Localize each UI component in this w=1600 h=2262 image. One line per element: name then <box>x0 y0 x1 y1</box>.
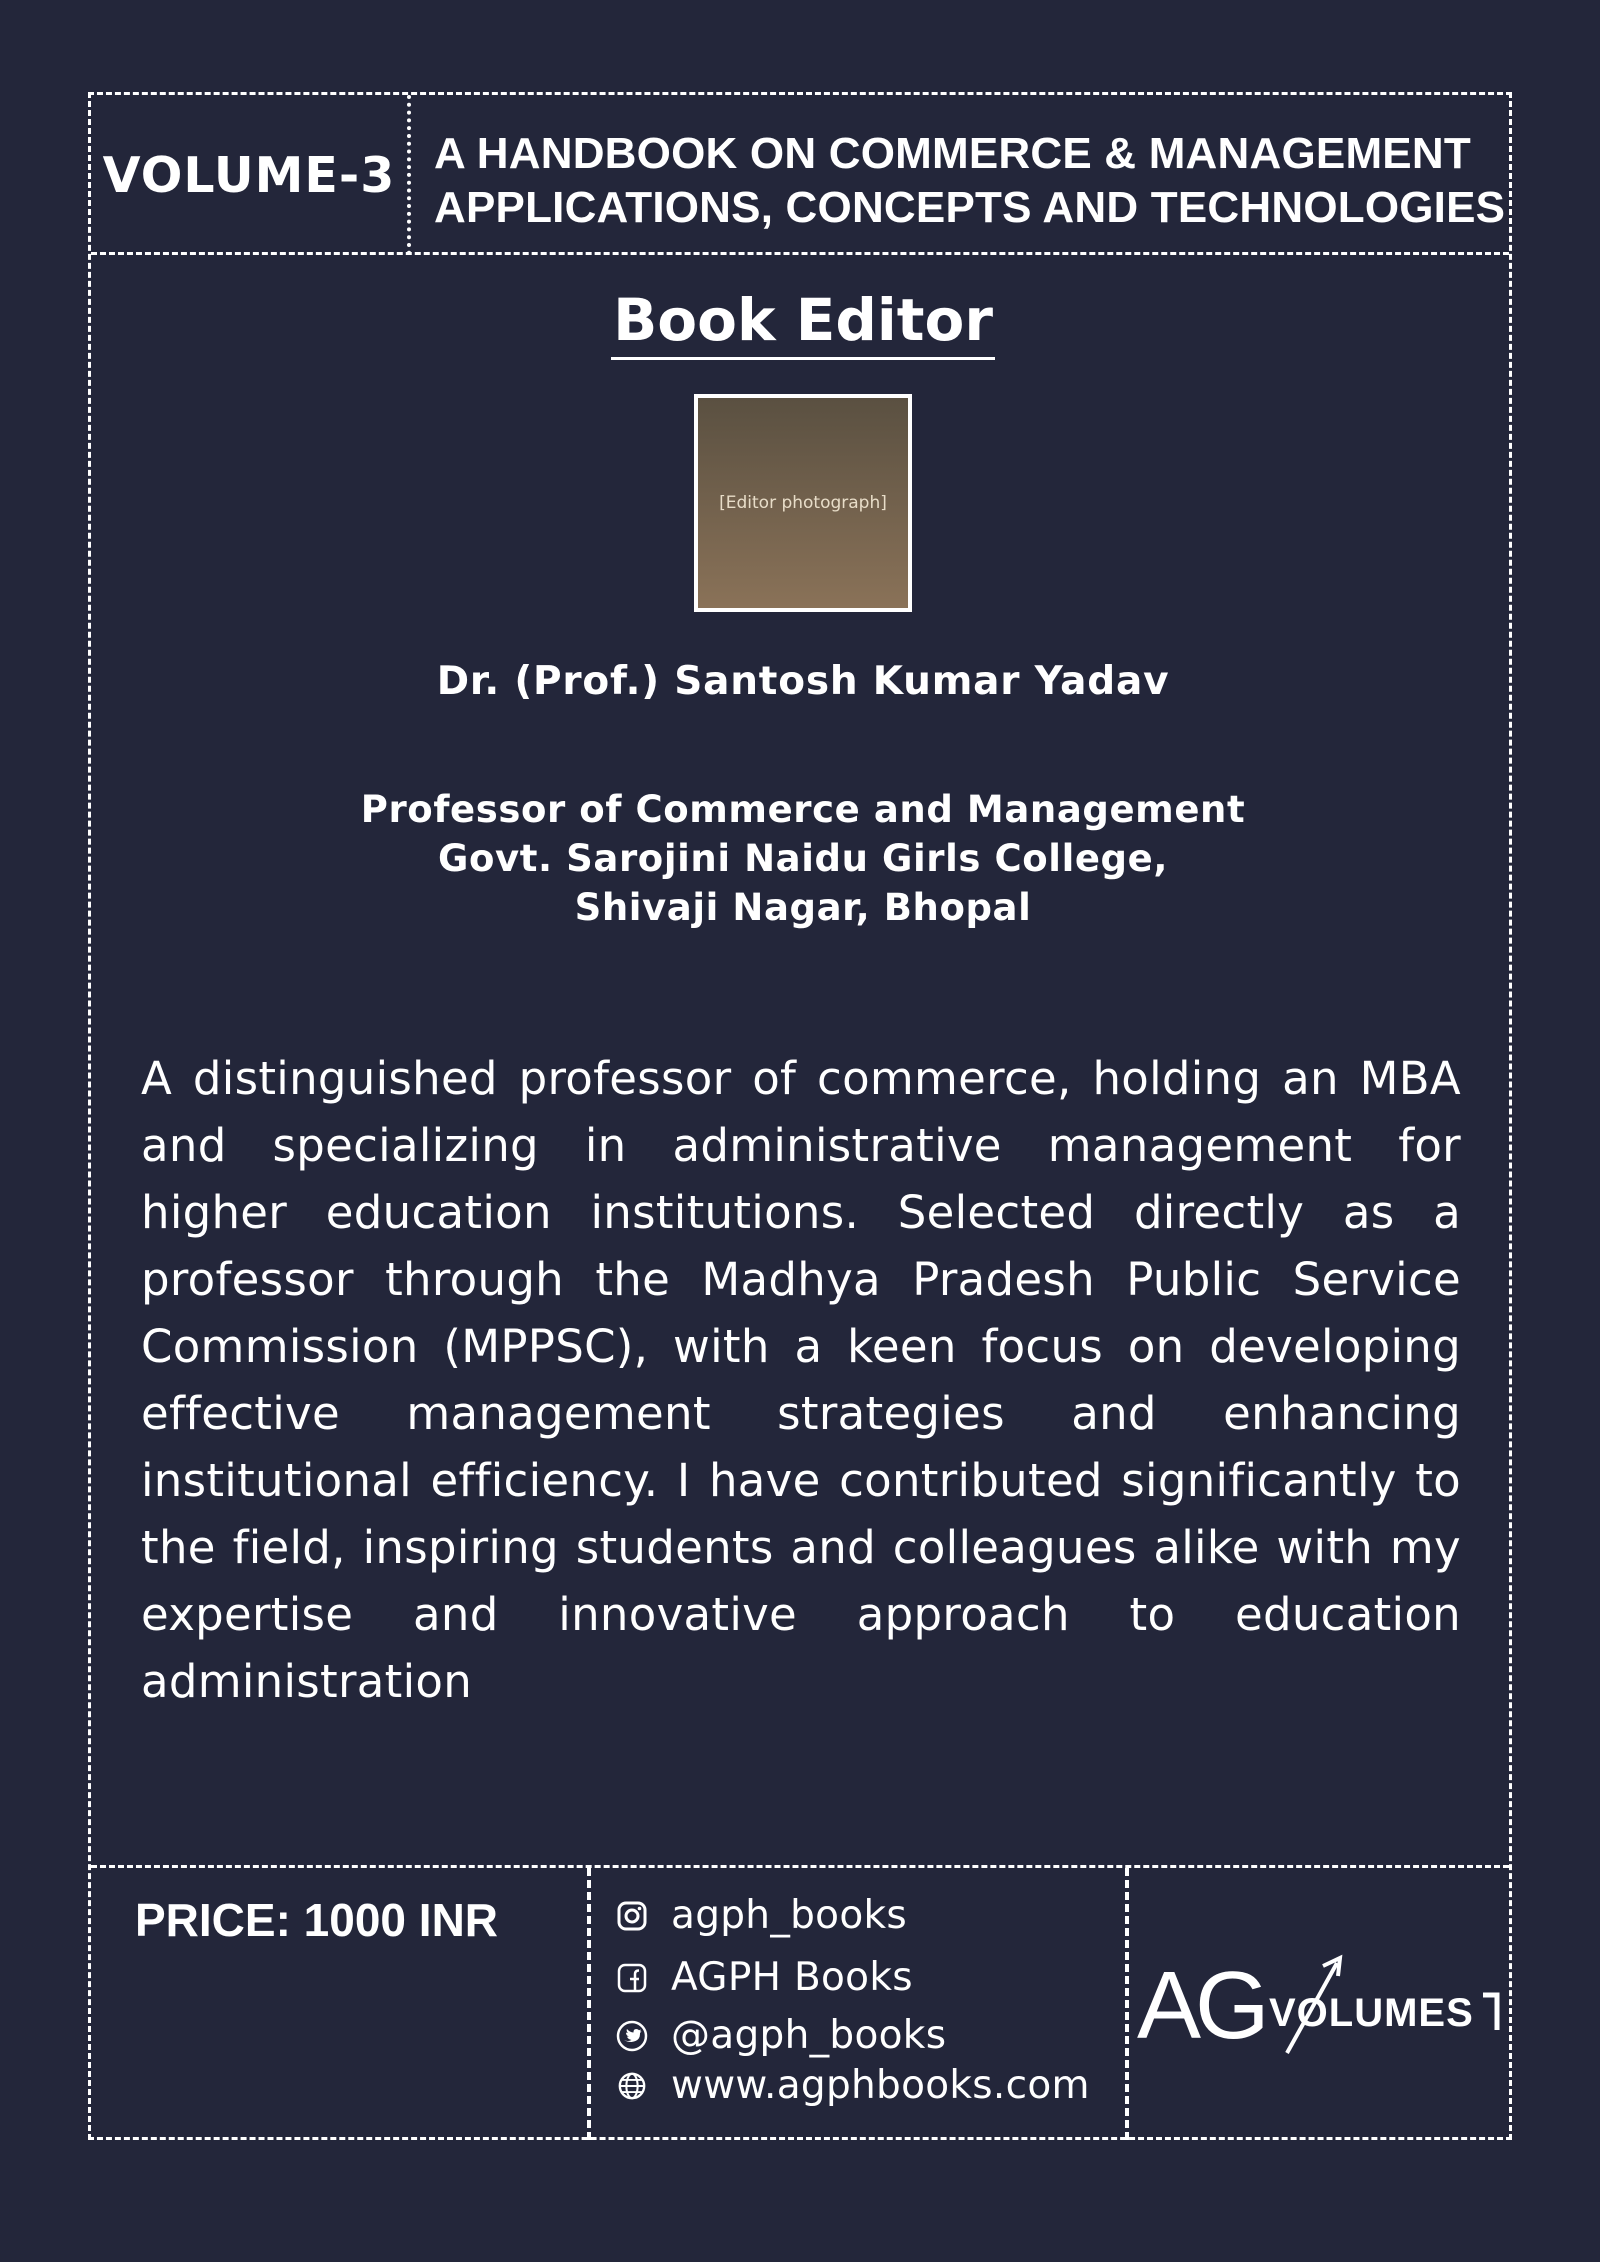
agph-volumes-logo <box>1129 1868 1515 2140</box>
section-heading <box>91 285 1515 360</box>
website-url: www.agphbooks.com <box>671 2063 1090 2108</box>
social-links <box>591 1868 1129 2140</box>
editor-bio: A distinguished professor of commerce, holding an MBA and specializing in administrative management for higher education institutions. Selected directly as a professor through the Madhya Pradesh Public Service Commission (MPPSC), with a keen focus on developing effective management strategies and enhancing institutional efficiency. I have contributed significantly to the field, inspiring students and colleagues alike with my expertise and innovative approach to education administration <box>141 1052 1461 1708</box>
twitter-icon <box>615 2019 649 2053</box>
social-link-facebook[interactable] <box>615 1950 913 2006</box>
logo-ag-text: AG <box>1137 1952 1264 2058</box>
price-cell <box>91 1868 591 2140</box>
editor-name: Dr. (Prof.) Santosh Kumar Yadav <box>436 659 1170 704</box>
facebook-icon <box>615 1961 649 1995</box>
instagram-icon <box>615 1899 649 1933</box>
facebook-page: AGPH Books <box>671 1955 913 2000</box>
logo-volumes-text: VOLUMES <box>1269 1991 1474 2035</box>
book-title-line-2: APPLICATIONS, CONCEPTS AND TECHNOLOGIES <box>434 183 1506 232</box>
editor-college: Govt. Sarojini Naidu Girls College, <box>438 837 1168 880</box>
editor-designation: Professor of Commerce and Management <box>360 788 1246 831</box>
editor-location: Shivaji Nagar, Bhopal <box>574 886 1032 929</box>
social-link-website[interactable] <box>615 2058 1090 2114</box>
globe-icon <box>615 2069 649 2103</box>
book-title <box>434 127 1506 235</box>
footer-bar <box>91 1865 1509 2137</box>
instagram-handle: agph_books <box>671 1893 908 1938</box>
price-label: PRICE: 1000 INR <box>135 1894 499 1946</box>
volume-label: VOLUME-3 <box>91 95 411 255</box>
social-link-twitter[interactable] <box>615 2008 946 2064</box>
twitter-handle: @agph_books <box>671 2013 947 2058</box>
social-link-instagram[interactable] <box>615 1888 907 1944</box>
book-title-line-1: A HANDBOOK ON COMMERCE & MANAGEMENT <box>434 129 1471 178</box>
cover-frame <box>88 92 1512 2140</box>
header-bar <box>91 95 1509 255</box>
editor-affiliation <box>91 785 1515 932</box>
section-heading-text: Book Editor <box>611 285 995 360</box>
editor-photo: [Editor photograph] <box>694 394 912 612</box>
